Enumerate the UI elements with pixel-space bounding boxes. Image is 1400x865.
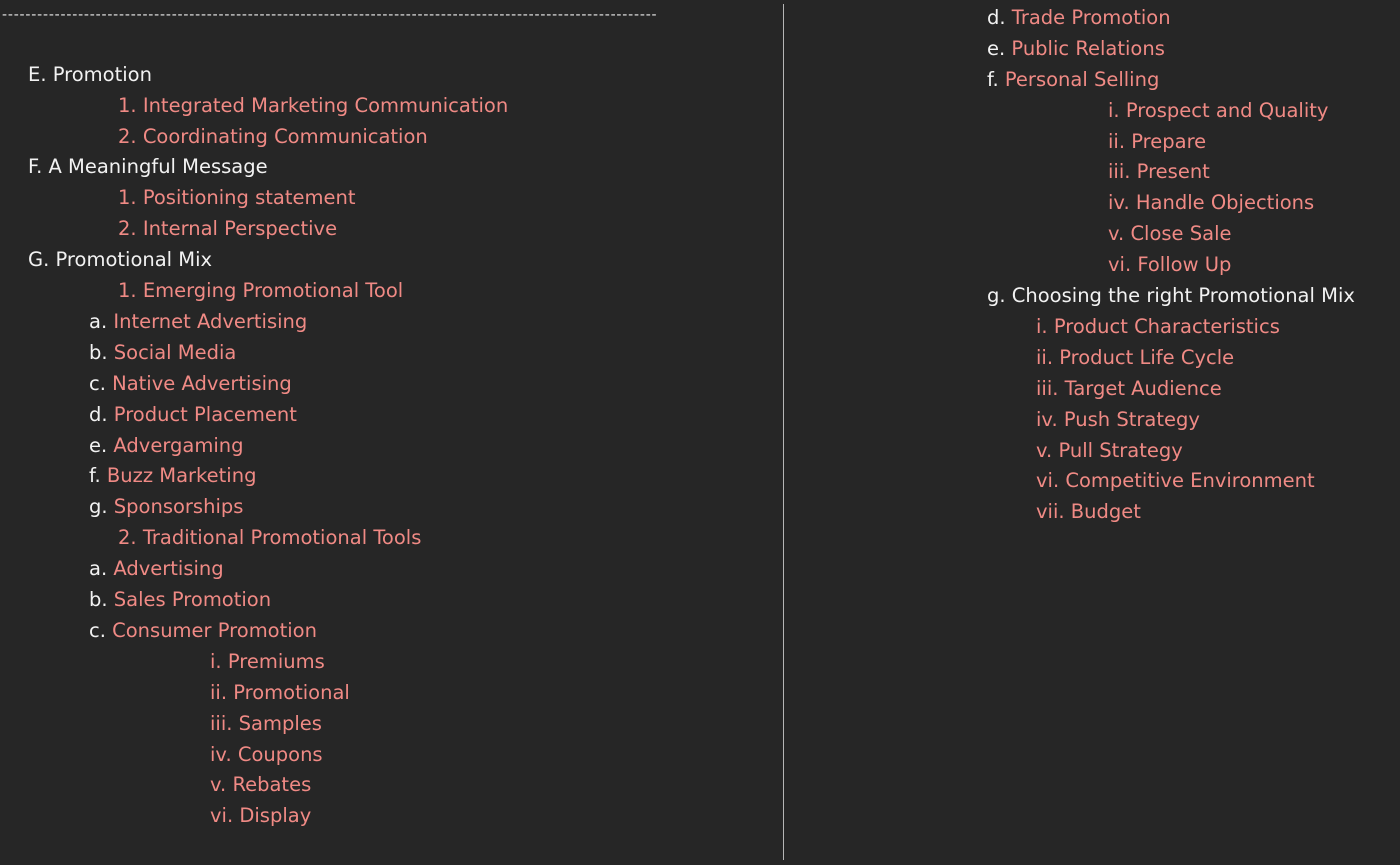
outline-text: Product Placement bbox=[113, 403, 297, 426]
outline-marker: i. bbox=[1108, 99, 1120, 122]
outline-marker: vi. bbox=[1036, 469, 1060, 492]
outline-marker: F. bbox=[28, 155, 43, 178]
outline-item-display[interactable] bbox=[210, 800, 311, 831]
outline-item-social[interactable] bbox=[89, 337, 236, 368]
outline-marker: a. bbox=[89, 310, 108, 333]
outline-item-characteristics[interactable] bbox=[1036, 311, 1280, 342]
outline-marker: b. bbox=[89, 341, 108, 364]
outline-marker: 2. bbox=[118, 125, 137, 148]
outline-marker: 1. bbox=[118, 279, 137, 302]
outline-text: Consumer Promotion bbox=[112, 619, 317, 642]
outline-item-promotional[interactable] bbox=[210, 677, 350, 708]
outline-item-placement[interactable] bbox=[89, 399, 297, 430]
outline-text: Promotional Mix bbox=[55, 248, 213, 271]
outline-marker: 2. bbox=[118, 217, 137, 240]
outline-item-pr[interactable] bbox=[987, 33, 1165, 64]
outline-marker: iv. bbox=[1108, 191, 1130, 214]
outline-text: Public Relations bbox=[1011, 37, 1165, 60]
outline-text: Emerging Promotional Tool bbox=[142, 279, 404, 302]
outline-marker: ii. bbox=[210, 681, 228, 704]
outline-marker: vi. bbox=[210, 804, 234, 827]
outline-marker: v. bbox=[1036, 439, 1053, 462]
outline-text: Prepare bbox=[1131, 130, 1207, 153]
outline-text: Sponsorships bbox=[113, 495, 244, 518]
outline-text: Present bbox=[1136, 160, 1210, 183]
outline-marker: iv. bbox=[1036, 408, 1058, 431]
outline-marker: g. bbox=[987, 284, 1006, 307]
outline-heading-promotion[interactable] bbox=[28, 59, 152, 90]
outline-marker: v. bbox=[210, 773, 227, 796]
outline-item-positioning[interactable] bbox=[118, 182, 355, 213]
outline-marker: e. bbox=[987, 37, 1006, 60]
outline-item-rebates[interactable] bbox=[210, 769, 311, 800]
outline-item-push[interactable] bbox=[1036, 404, 1200, 435]
outline-text: Choosing the right Promotional Mix bbox=[1011, 284, 1355, 307]
column-divider bbox=[783, 4, 784, 860]
outline-text: Coordinating Communication bbox=[142, 125, 428, 148]
outline-marker: c. bbox=[89, 619, 106, 642]
outline-item-sales[interactable] bbox=[89, 584, 271, 615]
outline-text: Native Advertising bbox=[112, 372, 292, 395]
outline-item-internet[interactable] bbox=[89, 306, 307, 337]
outline-text: Advergaming bbox=[113, 434, 244, 457]
outline-item-prospect[interactable] bbox=[1108, 95, 1328, 126]
outline-marker: i. bbox=[1036, 315, 1048, 338]
outline-text: A Meaningful Message bbox=[48, 155, 268, 178]
outline-item-budget[interactable] bbox=[1036, 496, 1141, 527]
outline-text: Positioning statement bbox=[142, 186, 356, 209]
outline-text: Samples bbox=[238, 712, 322, 735]
outline-text: Internet Advertising bbox=[113, 310, 308, 333]
outline-text: Sales Promotion bbox=[113, 588, 272, 611]
outline-marker: d. bbox=[89, 403, 108, 426]
outline-item-imc[interactable] bbox=[118, 90, 508, 121]
outline-item-advergaming[interactable] bbox=[89, 430, 243, 461]
outline-text: Social Media bbox=[113, 341, 237, 364]
outline-item-advertising[interactable] bbox=[89, 553, 224, 584]
outline-marker: vi. bbox=[1108, 253, 1132, 276]
outline-text: Rebates bbox=[232, 773, 312, 796]
outline-text: Personal Selling bbox=[1004, 68, 1160, 91]
outline-item-coordinating[interactable] bbox=[118, 121, 428, 152]
outline-item-present[interactable] bbox=[1108, 156, 1210, 187]
outline-marker: 1. bbox=[118, 94, 137, 117]
outline-text: Buzz Marketing bbox=[106, 464, 257, 487]
outline-marker: v. bbox=[1108, 222, 1125, 245]
outline-text: Push Strategy bbox=[1063, 408, 1200, 431]
outline-item-traditional[interactable] bbox=[118, 522, 421, 553]
outline-item-pull[interactable] bbox=[1036, 435, 1183, 466]
outline-text: Product Life Cycle bbox=[1059, 346, 1235, 369]
outline-marker: g. bbox=[89, 495, 108, 518]
outline-item-native[interactable] bbox=[89, 368, 292, 399]
outline-marker: e. bbox=[89, 434, 108, 457]
outline-text: Target Audience bbox=[1064, 377, 1222, 400]
outline-item-coupons[interactable] bbox=[210, 739, 323, 770]
outline-item-sponsorships[interactable] bbox=[89, 491, 243, 522]
outline-marker: d. bbox=[987, 6, 1006, 29]
outline-marker: i. bbox=[210, 650, 222, 673]
outline-item-objections[interactable] bbox=[1108, 187, 1314, 218]
outline-marker: f. bbox=[987, 68, 999, 91]
outline-item-premiums[interactable] bbox=[210, 646, 325, 677]
outline-item-competitive[interactable] bbox=[1036, 465, 1315, 496]
outline-text: Display bbox=[239, 804, 312, 827]
outline-text: Advertising bbox=[113, 557, 224, 580]
outline-marker: G. bbox=[28, 248, 50, 271]
outline-marker: b. bbox=[89, 588, 108, 611]
outline-item-consumer[interactable] bbox=[89, 615, 317, 646]
outline-text: Coupons bbox=[237, 743, 323, 766]
outline-marker: ii. bbox=[1036, 346, 1054, 369]
section-separator: ---------------------------------------------------------------------------------------------------------------- bbox=[2, 7, 658, 23]
outline-item-emerging[interactable] bbox=[118, 275, 403, 306]
outline-heading-choosing[interactable] bbox=[987, 280, 1355, 311]
outline-item-buzz[interactable] bbox=[89, 460, 256, 491]
outline-item-audience[interactable] bbox=[1036, 373, 1222, 404]
outline-text: Pull Strategy bbox=[1058, 439, 1183, 462]
outline-heading-message[interactable] bbox=[28, 151, 268, 182]
outline-marker: ii. bbox=[1108, 130, 1126, 153]
outline-item-prepare[interactable] bbox=[1108, 126, 1206, 157]
outline-text: Follow Up bbox=[1137, 253, 1232, 276]
outline-text: Budget bbox=[1070, 500, 1141, 523]
outline-marker: iii. bbox=[1108, 160, 1131, 183]
outline-text: Integrated Marketing Communication bbox=[142, 94, 509, 117]
outline-heading-mix[interactable] bbox=[28, 244, 212, 275]
outline-item-samples[interactable] bbox=[210, 708, 322, 739]
outline-item-selling[interactable] bbox=[987, 64, 1159, 95]
outline-text: Prospect and Quality bbox=[1125, 99, 1329, 122]
outline-item-close[interactable] bbox=[1108, 218, 1232, 249]
outline-text: Traditional Promotional Tools bbox=[142, 526, 422, 549]
outline-text: Promotional bbox=[233, 681, 350, 704]
outline-item-internal[interactable] bbox=[118, 213, 337, 244]
outline-marker: iii. bbox=[1036, 377, 1059, 400]
outline-marker: a. bbox=[89, 557, 108, 580]
outline-marker: iv. bbox=[210, 743, 232, 766]
outline-text: Product Characteristics bbox=[1053, 315, 1280, 338]
outline-marker: c. bbox=[89, 372, 106, 395]
outline-marker: vii. bbox=[1036, 500, 1065, 523]
outline-text: Handle Objections bbox=[1135, 191, 1315, 214]
outline-text: Internal Perspective bbox=[142, 217, 338, 240]
outline-item-trade[interactable] bbox=[987, 2, 1171, 33]
outline-item-lifecycle[interactable] bbox=[1036, 342, 1234, 373]
outline-text: Promotion bbox=[52, 63, 152, 86]
outline-text: Close Sale bbox=[1130, 222, 1232, 245]
outline-item-follow[interactable] bbox=[1108, 249, 1231, 280]
outline-text: Premiums bbox=[227, 650, 325, 673]
outline-text: Competitive Environment bbox=[1065, 469, 1315, 492]
outline-marker: f. bbox=[89, 464, 101, 487]
outline-marker: iii. bbox=[210, 712, 233, 735]
outline-marker: 2. bbox=[118, 526, 137, 549]
outline-marker: E. bbox=[28, 63, 47, 86]
outline-text: Trade Promotion bbox=[1011, 6, 1171, 29]
outline-marker: 1. bbox=[118, 186, 137, 209]
